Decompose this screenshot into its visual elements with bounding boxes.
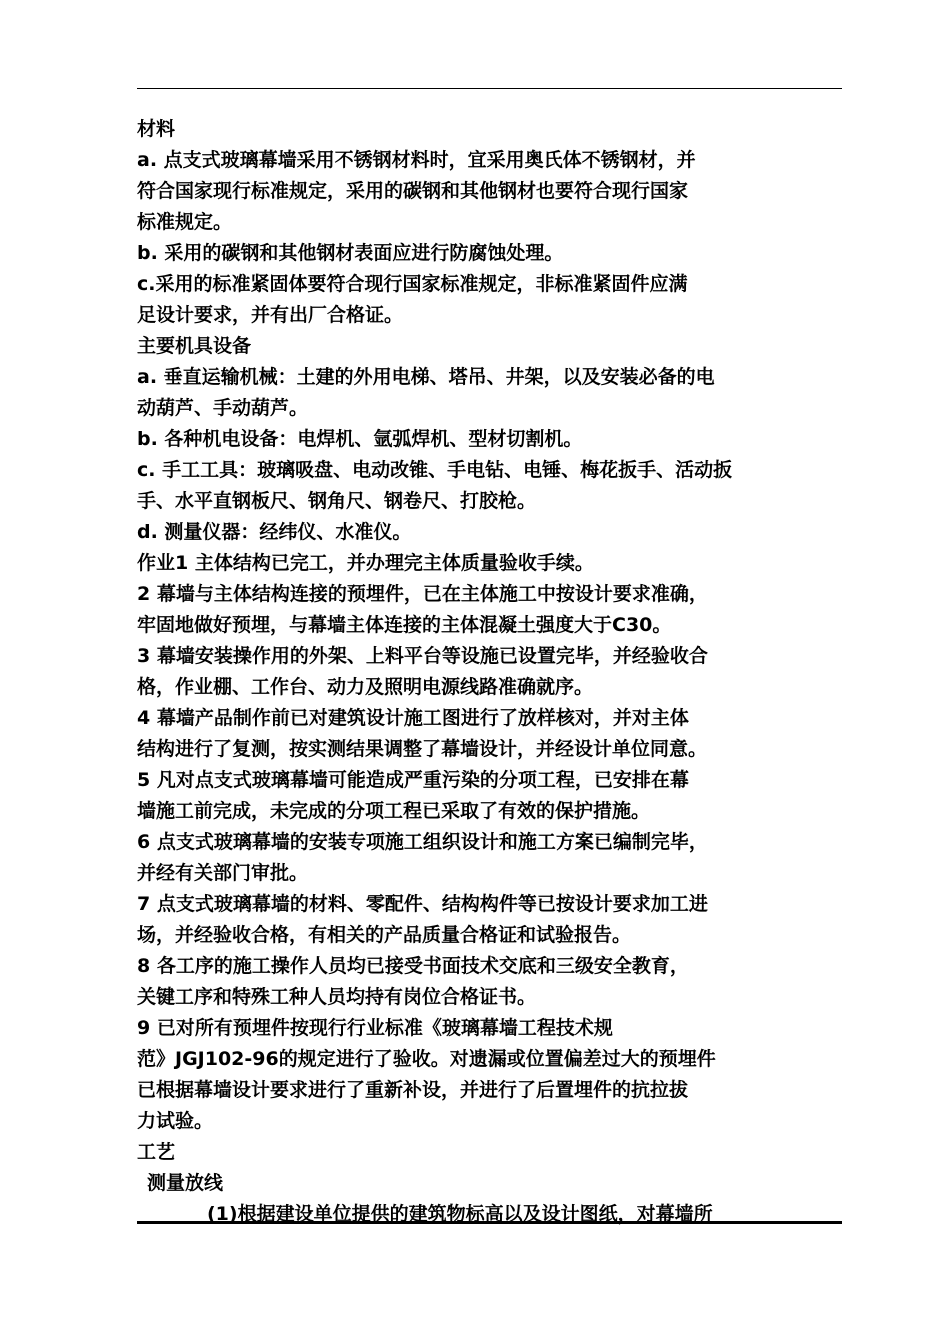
document-body [137,114,849,1230]
text-line: 足设计要求，并有出厂合格证。 [137,304,404,326]
text-line: b. 采用的碳钢和其他钢材表面应进行防腐蚀处理。 [137,242,564,264]
text-line: b. 各种机电设备：电焊机、氩弧焊机、型材切割机。 [137,428,583,450]
text-line: a. 垂直运输机械：土建的外用电梯、塔吊、井架，以及安装必备的电 [137,366,715,388]
section-heading-materials: 材料 [137,118,176,140]
text-line: 9 已对所有预埋件按现行行业标准《玻璃幕墙工程技术规 [137,1017,613,1039]
subsection-heading-survey: 测量放线 [147,1172,224,1194]
footer-rule [137,1221,842,1224]
text-line: a. 点支式玻璃幕墙采用不锈钢材料时，宜采用奥氏体不锈钢材，并 [137,149,696,171]
text-line: 已根据幕墙设计要求进行了重新补设，并进行了后置埋件的抗拉拔 [137,1079,689,1101]
text-line: 关键工序和特殊工种人员均持有岗位合格证书。 [137,986,537,1008]
text-line: 牢固地做好预埋，与幕墙主体连接的主体混凝土强度大于C30。 [137,614,672,636]
text-line: 标准规定。 [137,211,233,233]
text-line: 并经有关部门审批。 [137,862,309,884]
text-line: 8 各工序的施工操作人员均已接受书面技术交底和三级安全教育， [137,955,689,977]
text-line: c. 手工工具：玻璃吸盘、电动改锥、手电钻、电锤、梅花扳手、活动扳 [137,459,733,481]
header-rule [137,88,842,89]
text-line: 作业1 主体结构已完工，并办理完主体质量验收手续。 [137,552,594,574]
text-line: 格，作业棚、工作台、动力及照明电源线路准确就序。 [137,676,594,698]
text-line: 结构进行了复测，按实测结果调整了幕墙设计，并经设计单位同意。 [137,738,708,760]
text-line: 7 点支式玻璃幕墙的材料、零配件、结构构件等已按设计要求加工进 [137,893,708,915]
section-heading-equipment: 主要机具设备 [137,335,252,357]
text-line: 5 凡对点支式玻璃幕墙可能造成严重污染的分项工程，已安排在幕 [137,769,689,791]
text-line: 6 点支式玻璃幕墙的安装专项施工组织设计和施工方案已编制完毕， [137,831,708,853]
text-line: d. 测量仪器：经纬仪、水准仪。 [137,521,412,543]
text-line: 动葫芦、手动葫芦。 [137,397,309,419]
text-line: 2 幕墙与主体结构连接的预埋件，已在主体施工中按设计要求准确， [137,583,708,605]
text-line: (1)根据建设单位提供的建筑物标高以及设计图纸，对幕墙所 [207,1203,713,1225]
text-line: c.采用的标准紧固体要符合现行国家标准规定，非标准紧固件应满 [137,273,688,295]
text-line: 范》JGJ102-96的规定进行了验收。对遗漏或位置偏差过大的预埋件 [137,1048,716,1070]
text-line: 3 幕墙安装操作用的外架、上料平台等设施已设置完毕，并经验收合 [137,645,708,667]
text-line: 力试验。 [137,1110,214,1132]
section-heading-process: 工艺 [137,1141,176,1163]
text-line: 墙施工前完成，未完成的分项工程已采取了有效的保护措施。 [137,800,651,822]
text-line: 手、水平直钢板尺、钢角尺、钢卷尺、打胶枪。 [137,490,537,512]
text-line: 符合国家现行标准规定，采用的碳钢和其他钢材也要符合现行国家 [137,180,689,202]
text-line: 4 幕墙产品制作前已对建筑设计施工图进行了放样核对，并对主体 [137,707,689,729]
text-line: 场，并经验收合格，有相关的产品质量合格证和试验报告。 [137,924,632,946]
